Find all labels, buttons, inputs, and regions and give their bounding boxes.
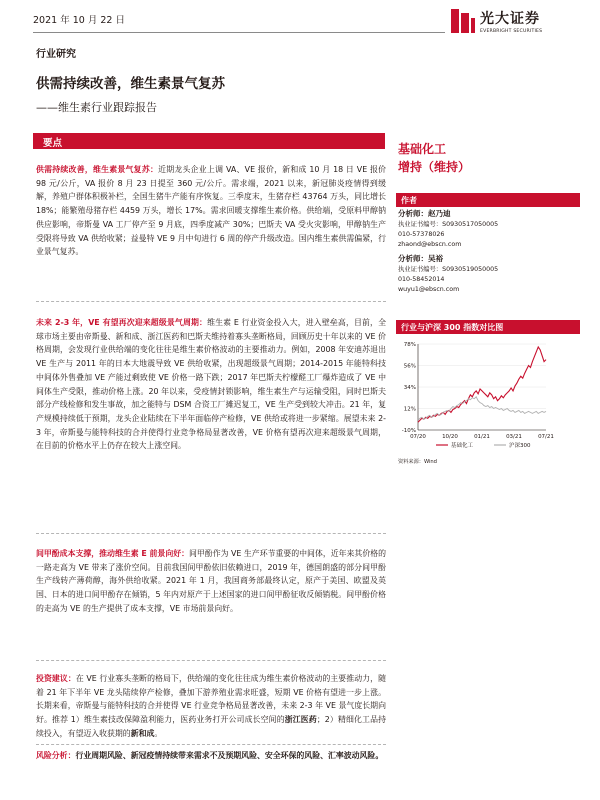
- x-tick-label: 07/21: [538, 434, 554, 440]
- analyst-cert: 执业证书编号：S0930519050005: [398, 266, 499, 273]
- chart-source: 资料来源：Wind: [398, 459, 437, 465]
- sector-name: 基础化工: [398, 142, 447, 156]
- summary-heading-bar: [33, 133, 385, 149]
- paragraph-text: 行业周期风险、新冠疫情持续带来需求不及预期风险、安全环保的风险、汇率波动风险。: [75, 751, 384, 760]
- paragraph-lead: 供需持续改善，维生素景气复苏：: [36, 165, 159, 174]
- stock-name: 浙江医药: [284, 715, 317, 725]
- paragraph-ve-cycle: [36, 316, 386, 453]
- analyst-email: zhaond@ebscn.com: [398, 241, 462, 248]
- authors-heading-bar: [396, 193, 580, 207]
- paragraph-text: 。: [154, 728, 163, 738]
- chart-svg: [396, 338, 580, 456]
- stock-name: 新和成: [130, 728, 155, 738]
- paragraph-text: ；2）精细化工品持续投入，有望迈入收获期的: [36, 715, 386, 738]
- chart-heading-bar: [396, 320, 580, 334]
- paragraph-supply-demand: [36, 163, 386, 259]
- paragraph-risk: [36, 749, 386, 763]
- report-category: 行业研究: [36, 49, 76, 60]
- header-divider: [33, 32, 445, 33]
- x-tick-label: 03/21: [506, 434, 522, 440]
- chart-heading: 行业与沪深 300 指数对比图: [401, 322, 504, 332]
- y-tick-label: 34%: [403, 385, 416, 391]
- summary-heading: 要点: [43, 138, 63, 149]
- legend-label: 基础化工: [451, 443, 474, 449]
- series-line: [418, 347, 546, 422]
- section-divider: [36, 660, 386, 661]
- y-tick-label: 56%: [403, 363, 416, 370]
- authors-heading: 作者: [401, 195, 417, 205]
- rating: 增持（维持）: [398, 160, 471, 174]
- y-tick-label: 78%: [403, 342, 416, 348]
- analyst-email: wuyu1@ebscn.com: [398, 286, 460, 293]
- report-subtitle: ——维生素行业跟踪报告: [36, 101, 157, 114]
- logo-chinese-name: 光大证券: [480, 11, 540, 27]
- analyst-name: 赵乃迪: [428, 209, 451, 218]
- section-divider: [36, 533, 386, 534]
- legend-label: 沪深300: [509, 443, 531, 449]
- section-divider: [36, 744, 386, 745]
- analyst-card: [398, 254, 498, 295]
- company-logo: [450, 4, 580, 38]
- paragraph-lead: 风险分析：: [36, 751, 76, 760]
- index-comparison-chart: [396, 338, 580, 456]
- analyst-phone: 010-58452014: [398, 276, 445, 283]
- paragraph-lead: 间甲酚成本支撑，推动维生素 E 前景向好：: [36, 549, 190, 558]
- logo-english-name: EVERBRIGHT SECURITIES: [480, 29, 543, 34]
- report-title: 供需持续改善，维生素景气复苏: [36, 76, 225, 92]
- report-date: 2021 年 10 月 22 日: [33, 15, 125, 26]
- everbright-logo-icon: [450, 7, 476, 35]
- paragraph-text: 近期龙头企业上调 VA、VE 报价，新和成 10 月 18 日 VE 报价 98 元/公斤，VA 报价 8 月 23 日提至 360 元/公斤。需求端，2021 以来，新冠肺炎疫情得到缓解，养殖户群体积极补栏，全国生猪牛产能有序恢复。三季度末，生猪存栏 43764 万头，同比增长 18%；能繁殖母猪存栏 4459 万头，增长 17%。需求回暖支撑维生素价格。供给端，受原料甲醇钠供应影响，帝斯曼 VA 工厂停产至 9 月底，四季度减产 30%；巴斯夫 VA 受火灾影响，甲醇钠生产受限将导致 VA 供给收紧；益曼特 VE 9 月中旬进行 6 周的停产升级改造。国内维生素供需偏紧，行业景气复苏。: [36, 165, 386, 257]
- analyst-role: 分析师：: [398, 254, 428, 263]
- analyst-card: [398, 209, 498, 250]
- paragraph-cost-support: [36, 547, 386, 616]
- analyst-role: 分析师：: [398, 209, 428, 218]
- analyst-cert: 执业证书编号：S0930517050005: [398, 221, 499, 228]
- y-tick-label: 12%: [403, 406, 416, 413]
- y-tick-label: -10%: [401, 428, 416, 434]
- paragraph-lead: 未来 2-3 年，VE 有望再次迎来超级景气周期：: [36, 318, 208, 327]
- x-tick-label: 01/21: [474, 434, 490, 440]
- analyst-phone: 010-57378026: [398, 231, 445, 238]
- paragraph-investment-advice: [36, 672, 386, 741]
- x-tick-label: 07/20: [410, 434, 426, 440]
- paragraph-text: 间甲酚作为 VE 生产环节重要的中间体，近年来其价格的一路走高为 VE 带来了涨价空间。目前我国间甲酚依旧依赖进口，2019 年，德国朗盛的部分间甲酚生产线转产薄荷醇，海外供给收紧。2021 年 1 月，我国商务部最终认定，原产于美国、欧盟及英国、日本的进口间甲酚存在倾销，5 年内对原产于上述国家的进口间甲酚征收反倾销税。间甲酚价格的走高为 VE 的生产提供了成本支撑，VE 市场前景向好。: [36, 549, 387, 613]
- paragraph-text: 在 VE 行业寡头垄断的格局下，供给端的变化往往成为维生素价格波动的主要推动力，随着 21 年下半年 VE 龙头陆续停产检修，叠加下游养殖业需求旺盛，短期 VE 价格有望进一步上涨。长期来看，帝斯曼与能特科技的合并使得 VE 行业竞争格局显著改善，未来 2-3 年 VE 景气度长期向好。推荐 1）维生素技改保障盈利能力，医药业务打开公司成长空间的: [36, 674, 386, 725]
- x-tick-label: 10/20: [442, 434, 458, 440]
- section-divider: [36, 301, 386, 302]
- analyst-name: 吴裕: [428, 254, 443, 263]
- paragraph-lead: 投资建议：: [36, 674, 76, 683]
- paragraph-text: 维生素 E 行业资金投入大，进入壁垒高，目前，全球市场主要由帝斯曼、新和成、浙江医药和巴斯夫维持着寡头垄断格局，回顾历史十年以来的 VE 价格周期，会发现行业供给端的变化往往是维生素价格波动的主要推动力。例如，2008 年安迪苏退出 VE 生产与 2011 年的日本大地震导致 VE 供给收紧，出现超级景气周期；2014-2015 年能特科技中间体外售叠加 VE 产能过剩致使 VE 价格一路下跌；2017 年巴斯夫柠檬醛工厂爆炸造成了 VE 中间体生产受限，推动价格上涨。20 年以来，受疫情封锁影响，维生素生产与运输受阻，同时巴斯夫部分产线检修和发生事故，加之能特与 DSM 合资工厂摊迟复工，VE 生产受到较大冲击。21 年，复产规模持续低于预期，龙头企业陆续在下半年面临停产检修，VE 供给或将进一步紧缩。展望未来 2-3 年，帝斯曼与能特科技的合并使得行业竞争格局显著改善，VE 价格有望再次迎来超级景气周期，在目前的价格水平上仍存在较大上涨空间。: [36, 318, 386, 451]
